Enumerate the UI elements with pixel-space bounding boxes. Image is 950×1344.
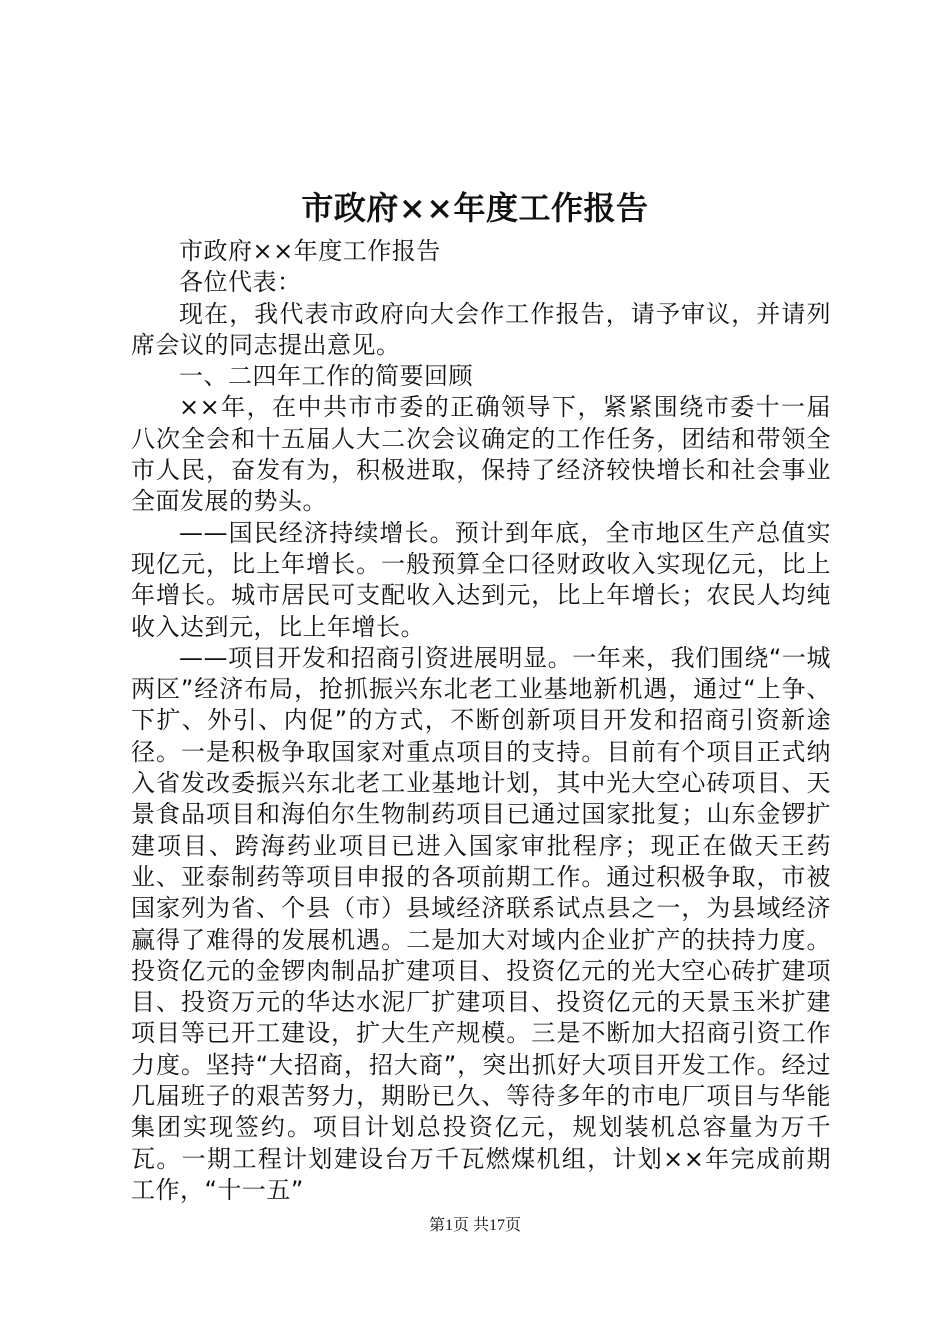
paragraph-salutation: 各位代表： bbox=[179, 268, 302, 297]
page-number-footer: 第1页 共17页 bbox=[428, 1217, 521, 1234]
paragraph-review: ××年，在中共市市委的正确领导下，紧紧围绕市委十一届八次全会和十五届人大二次会议确定的工作任务，团结和带领全市人民，奋发有为，积极进取，保持了经济较快增长和社会事业全面发展的势头。 bbox=[131, 393, 831, 516]
paragraph-economy: ——国民经济持续增长。预计到年底，全市地区生产总值实现亿元，比上年增长。一般预算全口径财政收入实现亿元，比上年增长。城市居民可支配收入达到元，比上年增长；农民人均纯收入达到元，比上年增长。 bbox=[131, 518, 831, 641]
document-body bbox=[131, 236, 831, 1206]
paragraph-intro: 现在，我代表市政府向大会作工作报告，请予审议，并请列席会议的同志提出意见。 bbox=[131, 299, 831, 359]
paragraph-projects: ——项目开发和招商引资进展明显。一年来，我们围绕“一城两区”经济布局，抢抓振兴东北老工业基地新机遇，通过“上争、下扩、外引、内促”的方式，不断创新项目开发和招商引资新途径。一是积极争取国家对重点项目的支持。目前有个项目正式纳入省发改委振兴东北老工业基地计划，其中光大空心砖项目、天景食品项目和海伯尔生物制药项目已通过国家批复；山东金锣扩建项目、跨海药业项目已进入国家审批程序；现正在做天王药业、亚泰制药等项目申报的各项前期工作。通过积极争取，市被国家列为省、个县（市）县域经济联系试点县之一，为县域经济赢得了难得的发展机遇。二是加大对域内企业扩产的扶持力度。投资亿元的金锣肉制品扩建项目、投资亿元的光大空心砖扩建项目、投资万元的华达水泥厂扩建项目、投资亿元的天景玉米扩建项目等已开工建设，扩大生产规模。三是不断加大招商引资工作力度。坚持“大招商，招大商”，突出抓好大项目开发工作。经过几届班子的艰苦努力，期盼已久、等待多年的市电厂项目与华能集团实现签约。项目计划总投资亿元，规划装机总容量为万千瓦。一期工程计划建设台万千瓦燃煤机组，计划××年完成前期工作，“十一五” bbox=[131, 643, 831, 1204]
paragraph-heading-repeat: 市政府××年度工作报告 bbox=[179, 237, 441, 265]
section-heading: 一、二四年工作的简要回顾 bbox=[179, 362, 473, 391]
document-title: 市政府××年度工作报告 bbox=[301, 189, 649, 227]
